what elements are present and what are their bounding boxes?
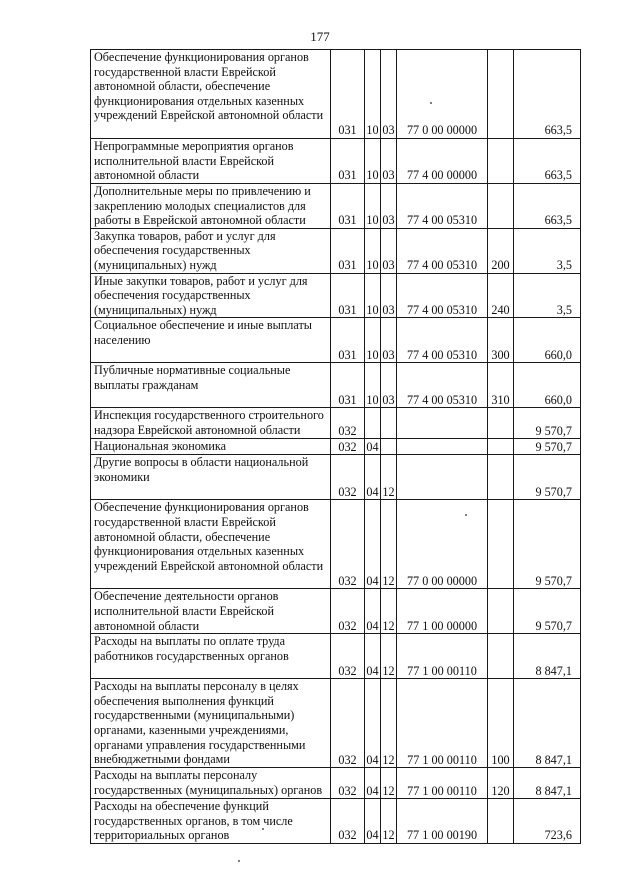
- table-row: [91, 408, 581, 439]
- expense-type-cell: [488, 589, 514, 634]
- table-row: [91, 228, 581, 273]
- row-name-cell: Закупка товаров, работ и услуг для обеспечения государственных (муниципальных) нужд: [91, 228, 331, 273]
- row-name-cell: Расходы на выплаты персоналу государственных (муниципальных) органов: [91, 768, 331, 799]
- amount-cell: 663,5: [514, 139, 581, 184]
- row-name-cell: Другие вопросы в области национальной экономики: [91, 455, 331, 500]
- target-article-cell: [397, 408, 488, 439]
- subsection-code-cell: 03: [381, 318, 397, 363]
- row-name-cell: Непрограммные мероприятия органов исполнительной власти Еврейской автономной области: [91, 139, 331, 184]
- section-code-cell: 10: [365, 50, 381, 139]
- row-name-cell: Дополнительные меры по привлечению и закреплению молодых специалистов для работы в Еврейской автономной области: [91, 184, 331, 229]
- subsection-code-cell: 12: [381, 589, 397, 634]
- expense-type-cell: 300: [488, 318, 514, 363]
- scan-speck: [465, 514, 467, 516]
- target-article-cell: 77 1 00 00110: [397, 679, 488, 768]
- subsection-code-cell: 12: [381, 679, 397, 768]
- target-article-cell: 77 4 00 05310: [397, 184, 488, 229]
- target-article-cell: 77 4 00 00000: [397, 139, 488, 184]
- subsection-code-cell: 03: [381, 139, 397, 184]
- table-row: [91, 363, 581, 408]
- ministry-code-cell: 032: [331, 589, 365, 634]
- subsection-code-cell: [381, 408, 397, 439]
- row-name-cell: Инспекция государственного строительного надзора Еврейской автономной области: [91, 408, 331, 439]
- expense-type-cell: [488, 184, 514, 229]
- amount-cell: 663,5: [514, 50, 581, 139]
- amount-cell: 9 570,7: [514, 500, 581, 589]
- target-article-cell: 77 0 00 00000: [397, 50, 488, 139]
- subsection-code-cell: 12: [381, 500, 397, 589]
- row-name-cell: Иные закупки товаров, работ и услуг для обеспечения государственных (муниципальных) нужд: [91, 273, 331, 318]
- target-article-cell: 77 4 00 05310: [397, 228, 488, 273]
- target-article-cell: [397, 439, 488, 455]
- subsection-code-cell: 03: [381, 273, 397, 318]
- target-article-cell: 77 0 00 00000: [397, 500, 488, 589]
- table-row: [91, 318, 581, 363]
- table-row: [91, 768, 581, 799]
- table-row: [91, 634, 581, 679]
- amount-cell: 8 847,1: [514, 634, 581, 679]
- ministry-code-cell: 031: [331, 228, 365, 273]
- amount-cell: 3,5: [514, 273, 581, 318]
- ministry-code-cell: 031: [331, 363, 365, 408]
- table-row: [91, 273, 581, 318]
- section-code-cell: [365, 408, 381, 439]
- ministry-code-cell: 032: [331, 500, 365, 589]
- table-row: [91, 799, 581, 844]
- subsection-code-cell: 03: [381, 50, 397, 139]
- subsection-code-cell: 12: [381, 634, 397, 679]
- section-code-cell: 10: [365, 273, 381, 318]
- table-row: [91, 455, 581, 500]
- section-code-cell: 04: [365, 799, 381, 844]
- row-name-cell: Расходы на обеспечение функций государственных органов, в том числе территориальных органов: [91, 799, 331, 844]
- ministry-code-cell: 031: [331, 139, 365, 184]
- scan-speck: [262, 828, 264, 830]
- subsection-code-cell: [381, 439, 397, 455]
- ministry-code-cell: 032: [331, 408, 365, 439]
- subsection-code-cell: 03: [381, 363, 397, 408]
- table-row: [91, 589, 581, 634]
- row-name-cell: Социальное обеспечение и иные выплаты населению: [91, 318, 331, 363]
- subsection-code-cell: 03: [381, 184, 397, 229]
- amount-cell: 8 847,1: [514, 679, 581, 768]
- ministry-code-cell: 031: [331, 318, 365, 363]
- expense-type-cell: [488, 50, 514, 139]
- table-row: [91, 500, 581, 589]
- ministry-code-cell: 031: [331, 273, 365, 318]
- row-name-cell: Расходы на выплаты персоналу в целях обеспечения выполнения функций государственными (муниципальными) органами, казенными учреждениями, органами управления государственными внебюджетными фондами: [91, 679, 331, 768]
- row-name-cell: Национальная экономика: [91, 439, 331, 455]
- section-code-cell: 10: [365, 139, 381, 184]
- amount-cell: 723,6: [514, 799, 581, 844]
- section-code-cell: 10: [365, 184, 381, 229]
- expense-type-cell: 120: [488, 768, 514, 799]
- subsection-code-cell: 03: [381, 228, 397, 273]
- ministry-code-cell: 032: [331, 679, 365, 768]
- row-name-cell: Обеспечение функционирования органов государственной власти Еврейской автономной области, обеспечение функционирования отдельных казенных учреждений Еврейской автономной области: [91, 50, 331, 139]
- target-article-cell: 77 1 00 00000: [397, 589, 488, 634]
- expense-type-cell: 240: [488, 273, 514, 318]
- expense-type-cell: [488, 799, 514, 844]
- target-article-cell: 77 1 00 00190: [397, 799, 488, 844]
- budget-table: [90, 49, 581, 844]
- section-code-cell: 04: [366, 439, 379, 454]
- expense-type-cell: [488, 634, 514, 679]
- table-row: [91, 50, 581, 139]
- subsection-code-cell: 12: [381, 455, 397, 500]
- section-code-cell: 10: [365, 228, 381, 273]
- section-code-cell: 04: [365, 455, 381, 500]
- section-code-cell: 04: [365, 768, 381, 799]
- ministry-code-cell: 031: [331, 184, 365, 229]
- amount-cell: 9 570,7: [514, 408, 581, 439]
- amount-cell: 660,0: [514, 318, 581, 363]
- table-row: [91, 184, 581, 229]
- scan-speck: [238, 860, 240, 862]
- subsection-code-cell: 12: [381, 768, 397, 799]
- expense-type-cell: [488, 408, 514, 439]
- expense-type-cell: [488, 439, 514, 455]
- ministry-code-cell: 031: [331, 50, 365, 139]
- ministry-code-cell: 032: [331, 799, 365, 844]
- target-article-cell: 77 4 00 05310: [397, 318, 488, 363]
- amount-cell: 8 847,1: [514, 768, 581, 799]
- row-name-cell: Расходы на выплаты по оплате труда работников государственных органов: [91, 634, 331, 679]
- page-number: 177: [310, 29, 330, 44]
- target-article-cell: [397, 455, 488, 500]
- section-code-cell: 04: [365, 500, 381, 589]
- table-row: [91, 679, 581, 768]
- expense-type-cell: [488, 455, 514, 500]
- amount-cell: 3,5: [514, 228, 581, 273]
- ministry-code-cell: 032: [331, 634, 365, 679]
- section-code-cell: 10: [365, 363, 381, 408]
- section-code-cell: 04: [365, 589, 381, 634]
- expense-type-cell: [488, 139, 514, 184]
- ministry-code-cell: 032: [331, 455, 365, 500]
- scan-speck: [430, 102, 432, 104]
- section-code-cell: 04: [365, 634, 381, 679]
- amount-cell: 9 570,7: [514, 439, 581, 455]
- target-article-cell: 77 4 00 05310: [397, 363, 488, 408]
- target-article-cell: 77 1 00 00110: [397, 768, 488, 799]
- section-code-cell: 10: [365, 318, 381, 363]
- amount-cell: 660,0: [514, 363, 581, 408]
- ministry-code-cell: 032: [331, 768, 365, 799]
- subsection-code-cell: 12: [381, 799, 397, 844]
- amount-cell: 9 570,7: [514, 589, 581, 634]
- target-article-cell: 77 1 00 00110: [397, 634, 488, 679]
- amount-cell: 663,5: [514, 184, 581, 229]
- expense-type-cell: 200: [488, 228, 514, 273]
- ministry-code-cell: 032: [331, 439, 365, 455]
- section-code-cell: 04: [365, 679, 381, 768]
- row-name-cell: Публичные нормативные социальные выплаты гражданам: [91, 363, 331, 408]
- table-row: [91, 439, 581, 455]
- expense-type-cell: 100: [488, 679, 514, 768]
- table-row: [91, 139, 581, 184]
- expense-type-cell: [488, 500, 514, 589]
- expense-type-cell: 310: [488, 363, 514, 408]
- row-name-cell: Обеспечение деятельности органов исполнительной власти Еврейской автономной области: [91, 589, 331, 634]
- target-article-cell: 77 4 00 05310: [397, 273, 488, 318]
- row-name-cell: Обеспечение функционирования органов государственной власти Еврейской автономной области, обеспечение функционирования отдельных казенных учреждений Еврейской автономной области: [91, 500, 331, 589]
- amount-cell: 9 570,7: [514, 455, 581, 500]
